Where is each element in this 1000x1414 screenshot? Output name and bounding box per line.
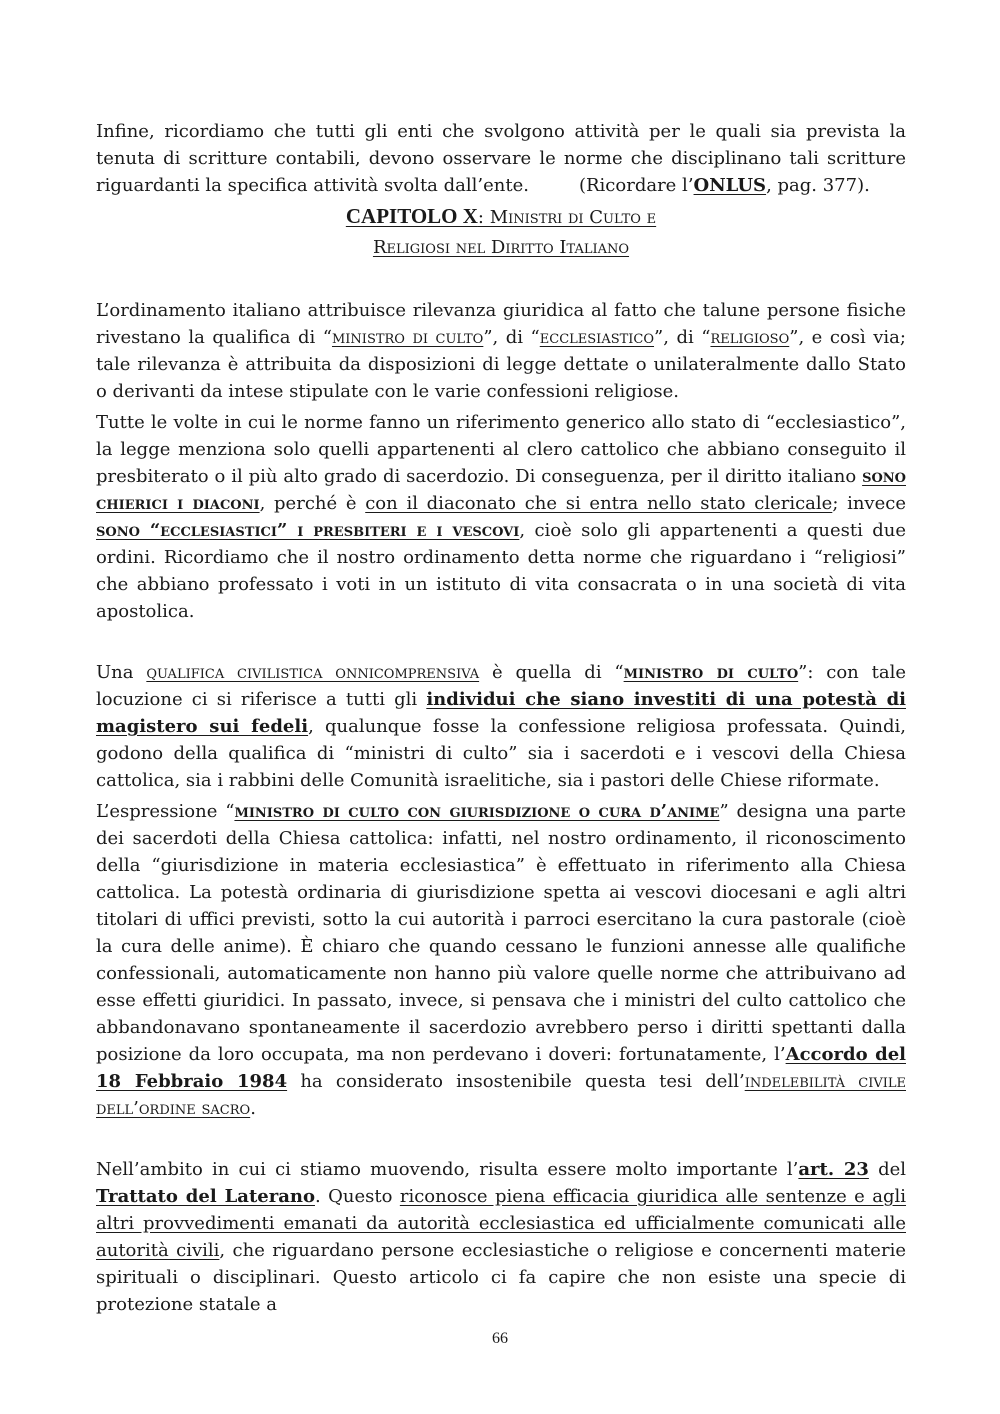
paragraph-5: Nell’ambito in cui ci stiamo muovendo, risulta essere molto importante l’art. 23 del Trattato del Laterano. Questo riconosce piena efficacia giuridica alle sentenze e agli altri provvedimenti emanati da autorità ecclesiastica ed ufficialmente comunicati alle autorità civili, che riguardano persone ecclesiastiche o religiose e concernenti materie spirituali o disciplinari. Questo articolo ci fa capire che non esiste una specie di protezione statale a	[96, 1159, 907, 1315]
chapter-number: CAPITOLO X	[345, 204, 478, 228]
term-ecclesiastici: sono “ecclesiastici” i presbiteri e i vescovi	[96, 520, 520, 541]
term-cura-anime: ministro di culto con giurisdizione o cura d’anime	[234, 801, 720, 822]
intro-paragraph	[96, 118, 906, 199]
diaconato-phrase: con il diaconato che si entra nello stato clericale	[365, 493, 833, 514]
term-ecclesiastico: ecclesiastico	[539, 327, 655, 348]
accordo-1984: Accordo del 18 Febbraio 1984	[96, 1044, 906, 1092]
term-chierici: sono chierici i diaconi	[96, 466, 906, 514]
page-body	[96, 118, 906, 1318]
efficacia-phrase: riconosce piena efficacia giuridica alle sentenze e agli altri provvedimenti emanati da autorità ecclesiastica ed ufficialmente comunicati alle autorità civili	[96, 1186, 907, 1261]
chapter-heading	[96, 201, 906, 263]
chapter-title-line2: Religiosi nel Diritto Italiano	[372, 237, 630, 258]
trattato-laterano: Trattato del Laterano	[96, 1186, 315, 1207]
paragraph-3: Una qualifica civilistica onnicomprensiva è quella di “ministro di culto”: con tale locuzione ci si riferisce a tutti gli individui che siano investiti di una potestà di magistero sui fedeli, qualunque fosse la confessione religiosa professata. Quindi, godono della qualifica di “ministri di culto” sia i sacerdoti e i vescovi della Chiesa cattolica, sia i rabbini delle Comunità israelitiche, sia i pastori delle Chiese riformate.	[96, 662, 906, 791]
term-qualifica-civilistica: qualifica civilistica onnicomprensiva	[146, 662, 480, 683]
onlus-reference: ONLUS	[693, 175, 767, 196]
magistero-phrase: individui che siano investiti di una potestà di magistero sui fedeli	[96, 689, 906, 737]
term-indelebilita: indelebilità civile dell’ordine sacro	[96, 1071, 906, 1119]
paragraph-1: L’ordinamento italiano attribuisce rilevanza giuridica al fatto che talune persone fisiche rivestano la qualifica di “ministro di culto”, di “ecclesiastico”, di “religioso”, e così via; tale rilevanza è attribuita da disposizioni di legge dettate o unilateralmente dallo Stato o derivanti da intese stipulate con le varie confessioni religiose.	[96, 300, 906, 402]
chapter-title-line1: : Ministri di Culto e	[477, 207, 657, 228]
page-number: 66	[492, 1330, 508, 1347]
paragraph-2: Tutte le volte in cui le norme fanno un riferimento generico allo stato di “ecclesiastico”, la legge menziona solo quelli appartenenti al clero cattolico che abbiano conseguito il presbiterato o il più alto grado di sacerdozio. Di conseguenza, per il diritto italiano sono chierici i diaconi, perché è con il diaconato che si entra nello stato clericale; invece sono “ecclesiastici” i presbiteri e i vescovi, cioè solo gli appartenenti a questi due ordini. Ricordiamo che il nostro ordinamento detta norme che riguardano i “religiosi” che abbiano professato i voti in un istituto di vita consacrata o in una società di vita apostolica.	[96, 412, 907, 622]
art-23: art. 23	[798, 1159, 869, 1180]
paragraph-4: L’espressione “ministro di culto con giurisdizione o cura d’anime” designa una parte dei sacerdoti della Chiesa cattolica: infatti, nel nostro ordinamento, il riconoscimento della “giurisdizione in materia ecclesiastica” è effettuato in riferimento alla Chiesa cattolica. La potestà ordinaria di giurisdizione spetta ai vescovi diocesani e agli altri titolari di uffici previsti, sotto la cui autorità i parroci esercitano la cura pastorale (cioè la cura delle anime). È chiaro che quando cessano le funzioni annesse alle qualifiche confessionali, automaticamente non hanno più valore quelle norme che attribuivano ad esse effetti giuridici. In passato, invece, si pensava che i ministri del culto cattolico che abbandonavano spontaneamente il sacerdozio avrebbero perso i diritti spettanti dalla posizione da loro occupata, ma non perdevano i doveri: fortunatamente, l’Accordo del 18 Febbraio 1984 ha considerato insostenibile questa tesi dell’indelebilità civile dell’ordine sacro.	[96, 801, 906, 1119]
term-ministro-di-culto-2: ministro di culto	[623, 662, 799, 683]
intro-page-ref: , pag. 377).	[766, 175, 870, 196]
intro-text: Infine, ricordiamo che tutti gli enti che svolgono attività per le quali sia prevista la tenuta di scritture contabili, devono osservare le norme che disciplinano tali scritture riguardanti la specifica attività svolta dall’ente.	[96, 121, 906, 196]
term-religioso: religioso	[710, 327, 790, 348]
intro-note: (Ricordare l’	[578, 175, 694, 196]
term-ministro-di-culto: ministro di culto	[331, 327, 484, 348]
